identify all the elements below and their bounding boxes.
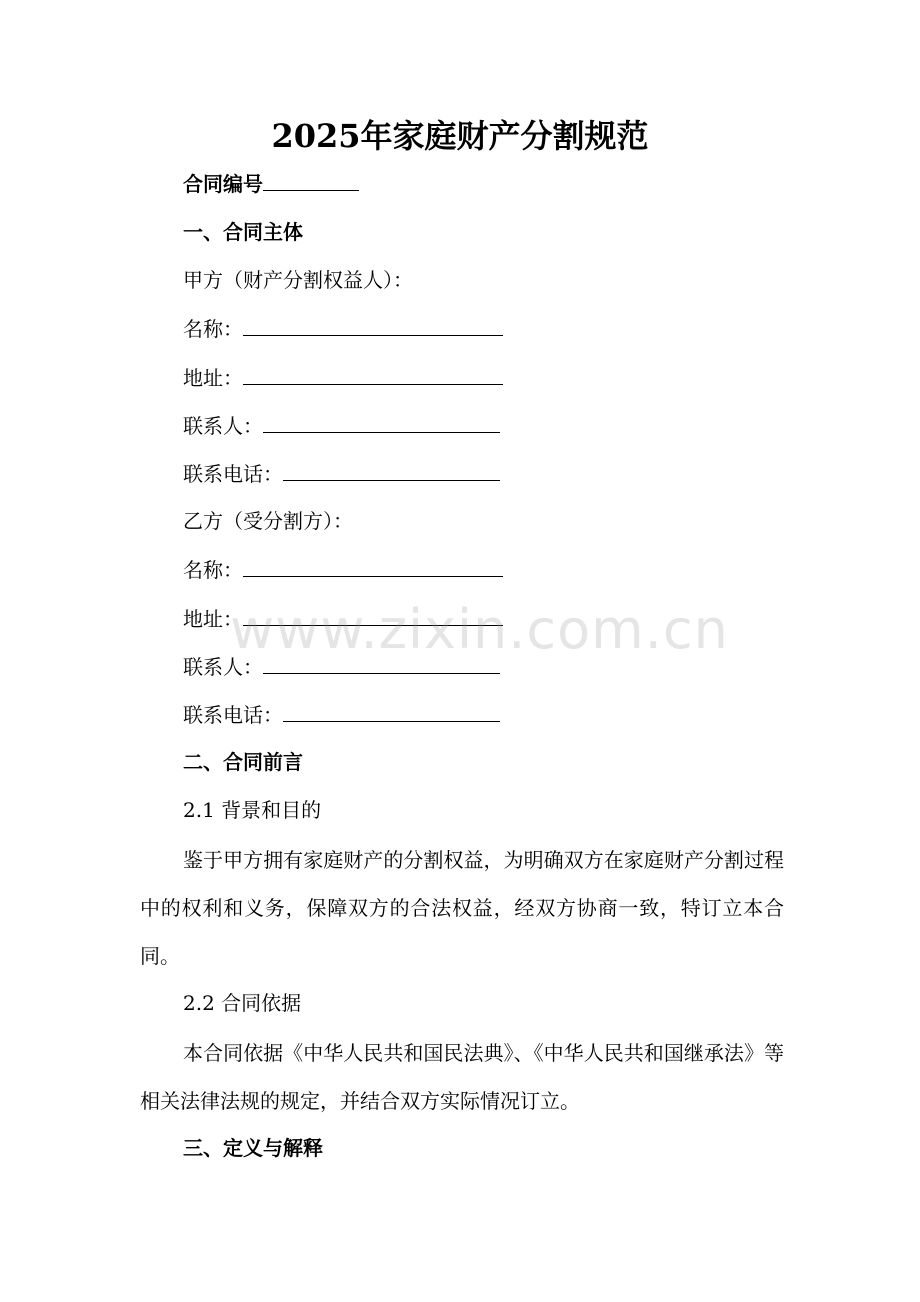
party-a-name-row [183,313,503,344]
party-b-address-label: 地址： [183,607,243,631]
section2-1-paragraph: 鉴于甲方拥有家庭财产的分割权益，为明确双方在家庭财产分割过程中的权利和义务，保障双方的合法权益，经双方协商一致，特订立本合同。 [140,848,784,968]
contract-number-row [183,168,359,199]
party-a-contact-label: 联系人： [183,414,263,438]
party-a-phone-label: 联系电话： [183,462,283,486]
section2-heading: 二、合同前言 [183,750,303,774]
document-title: 2025年家庭财产分割规范 [271,117,649,155]
party-a-contact-blank [263,410,500,433]
watermark: www.zixin.com.cn [230,598,729,661]
party-a-heading: 甲方（财产分割权益人）： [183,268,413,292]
contract-number-label: 合同编号 [183,172,263,196]
party-b-contact-row [183,651,500,682]
party-b-name-label: 名称： [183,558,243,582]
party-a-phone-blank [283,458,500,481]
party-b-phone-label: 联系电话： [183,703,283,727]
party-a-address-row [183,362,503,393]
party-a-name-label: 名称： [183,317,243,341]
party-a-contact-row [183,410,500,441]
party-b-contact-blank [263,651,500,674]
party-a-phone-row [183,458,500,489]
party-b-heading: 乙方（受分割方）： [183,509,353,533]
party-b-phone-blank [283,699,500,722]
section2-2-heading: 2.2 合同依据 [183,991,302,1015]
section1-heading: 一、合同主体 [183,220,303,244]
party-b-phone-row [183,699,500,730]
section3-heading: 三、定义与解释 [183,1136,323,1160]
party-b-name-blank [243,554,503,577]
party-b-contact-label: 联系人： [183,655,263,679]
contract-number-blank [263,168,359,191]
party-b-address-blank [243,603,503,626]
party-b-address-row [183,603,503,634]
party-a-address-label: 地址： [183,366,243,390]
party-b-name-row [183,554,503,585]
section2-1-heading: 2.1 背景和目的 [183,798,322,822]
party-a-address-blank [243,362,503,385]
party-a-name-blank [243,313,503,336]
section2-2-paragraph: 本合同依据《中华人民共和国民法典》、《中华人民共和国继承法》等相关法律法规的规定，并结合双方实际情况订立。 [140,1041,784,1113]
